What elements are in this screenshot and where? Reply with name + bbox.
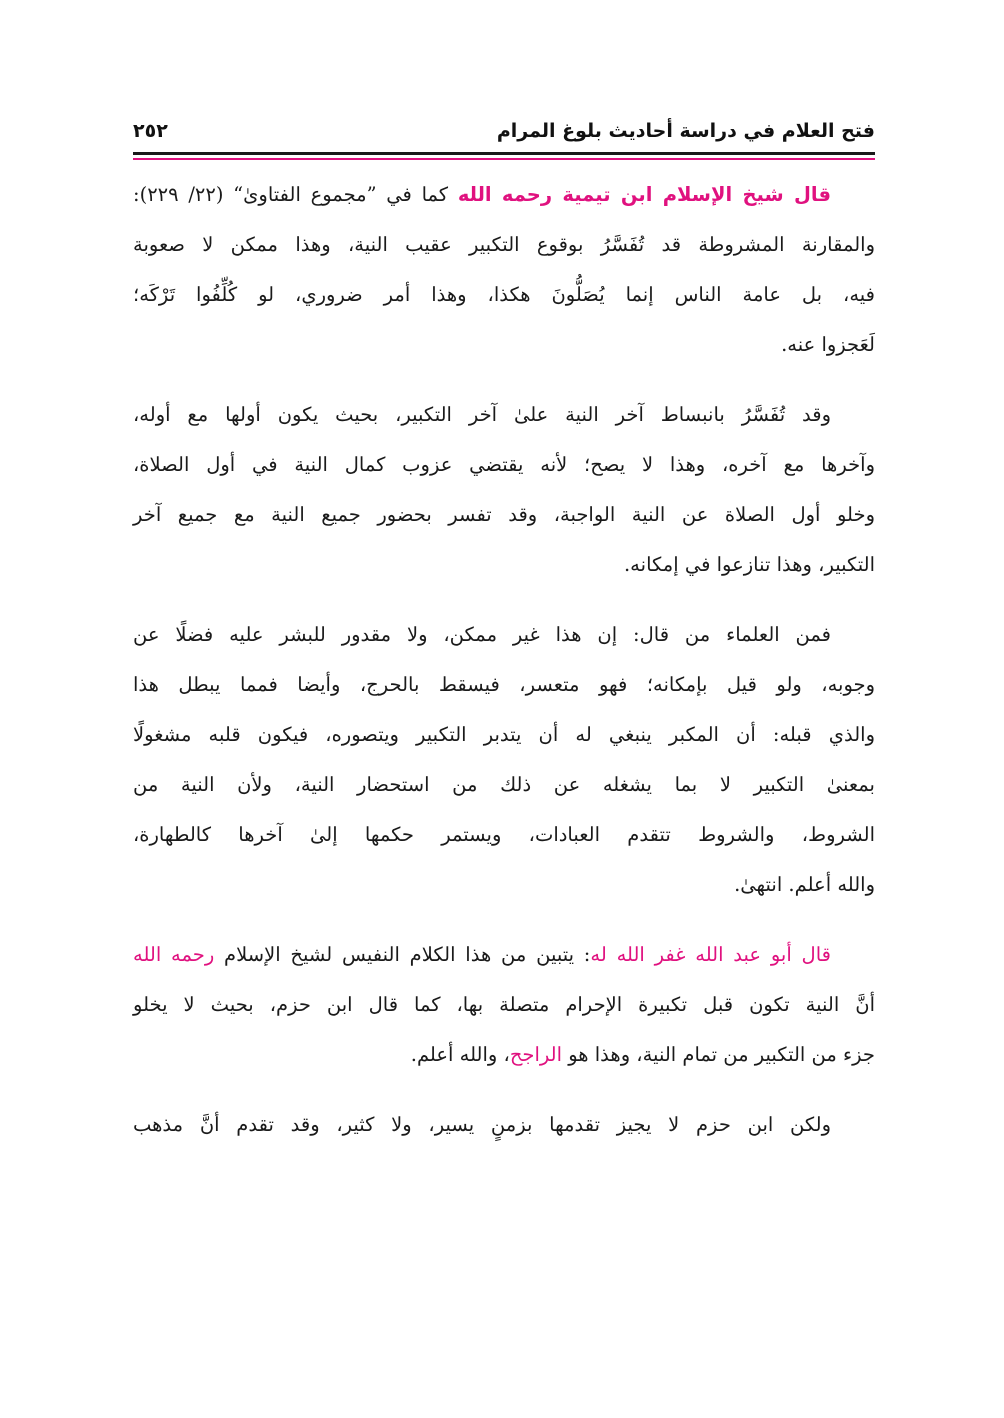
text-line: وجوبه، ولو قيل بإمكانه؛ فهو متعسر، فيسقط بالحرج، وأيضا فمما يبطل هذا — [133, 673, 875, 696]
page-body — [133, 170, 875, 1170]
honorific: رحمه الله — [133, 943, 215, 966]
text-line: قال شيخ الإسلام ابن تيمية رحمه الله كما في ”مجموع الفتاوىٰ“ (٢٢/ ٢٢٩): — [133, 183, 831, 206]
header-rule — [133, 152, 875, 155]
text-line: فيه، بل عامة الناس إنما يُصَلُّونَ هكذا، وهذا أمر ضروري، لو كُلِّفُوا تَرْكَه؛ — [133, 283, 875, 306]
text-line: بمعنىٰ التكبير لا بما يشغله عن ذلك من استحضار النية، ولأن النية من — [133, 773, 875, 796]
text-line: والذي قبله: أن المكبر ينبغي له أن يتدبر التكبير ويتصوره، فيكون قلبه مشغولًا — [133, 723, 875, 746]
text-line: أنَّ النية تكون قبل تكبيرة الإحرام متصلة بها، كما قال ابن حزم، بحيث لا يخلو — [133, 993, 875, 1016]
page-number: ٢٥٢ — [133, 120, 168, 142]
text-line: وقد تُفَسَّرُ بانبساط آخر النية علىٰ آخر التكبير، بحيث يكون أولها مع أوله، — [133, 403, 831, 426]
text-line: ولكن ابن حزم لا يجيز تقدمها بزمنٍ يسير، ولا كثير، وقد تقدم أنَّ مذهب — [133, 1113, 831, 1136]
header-accent-rule — [133, 158, 875, 160]
author-attribution: قال أبو عبد الله غفر الله له — [590, 943, 831, 966]
text-line: وآخرها مع آخره، وهذا لا يصح؛ لأنه يقتضي عزوب كمال النية في أول الصلاة، — [133, 453, 875, 476]
text-line: الشروط، والشروط تتقدم العبادات، ويستمر حكمها إلىٰ آخرها كالطهارة، — [133, 823, 875, 846]
text-line: جزء من التكبير من تمام النية، وهذا هو الراجح، والله أعلم. — [410, 1043, 875, 1066]
text-line: لَعَجزوا عنه. — [781, 333, 875, 356]
paragraph — [133, 1100, 875, 1150]
paragraph — [133, 390, 875, 590]
quote-attribution: قال شيخ الإسلام ابن تيمية رحمه الله — [457, 183, 831, 206]
paragraph — [133, 610, 875, 910]
text-line: فمن العلماء من قال: إن هذا غير ممكن، ولا مقدور للبشر عليه فضلًا عن — [133, 623, 831, 646]
highlight-term: الراجح — [509, 1043, 562, 1066]
paragraph — [133, 170, 875, 370]
text-line: والمقارنة المشروطة قد تُفَسَّرُ بوقوع التكبير عقيب النية، وهذا ممكن لا صعوبة — [133, 233, 875, 256]
running-header — [133, 118, 875, 152]
text-line: والله أعلم. انتهىٰ. — [734, 873, 875, 896]
text-line: التكبير، وهذا تنازعوا في إمكانه. — [623, 553, 875, 576]
text-line: قال أبو عبد الله غفر الله له: يتبين من هذا الكلام النفيس لشيخ الإسلام رحمه الله — [133, 943, 831, 966]
book-title: فتح العلام في دراسة أحاديث بلوغ المرام — [496, 120, 875, 142]
text-line: وخلو أول الصلاة عن النية الواجبة، وقد تفسر بحضور جميع النية مع جميع آخر — [133, 503, 875, 526]
paragraph — [133, 930, 875, 1080]
